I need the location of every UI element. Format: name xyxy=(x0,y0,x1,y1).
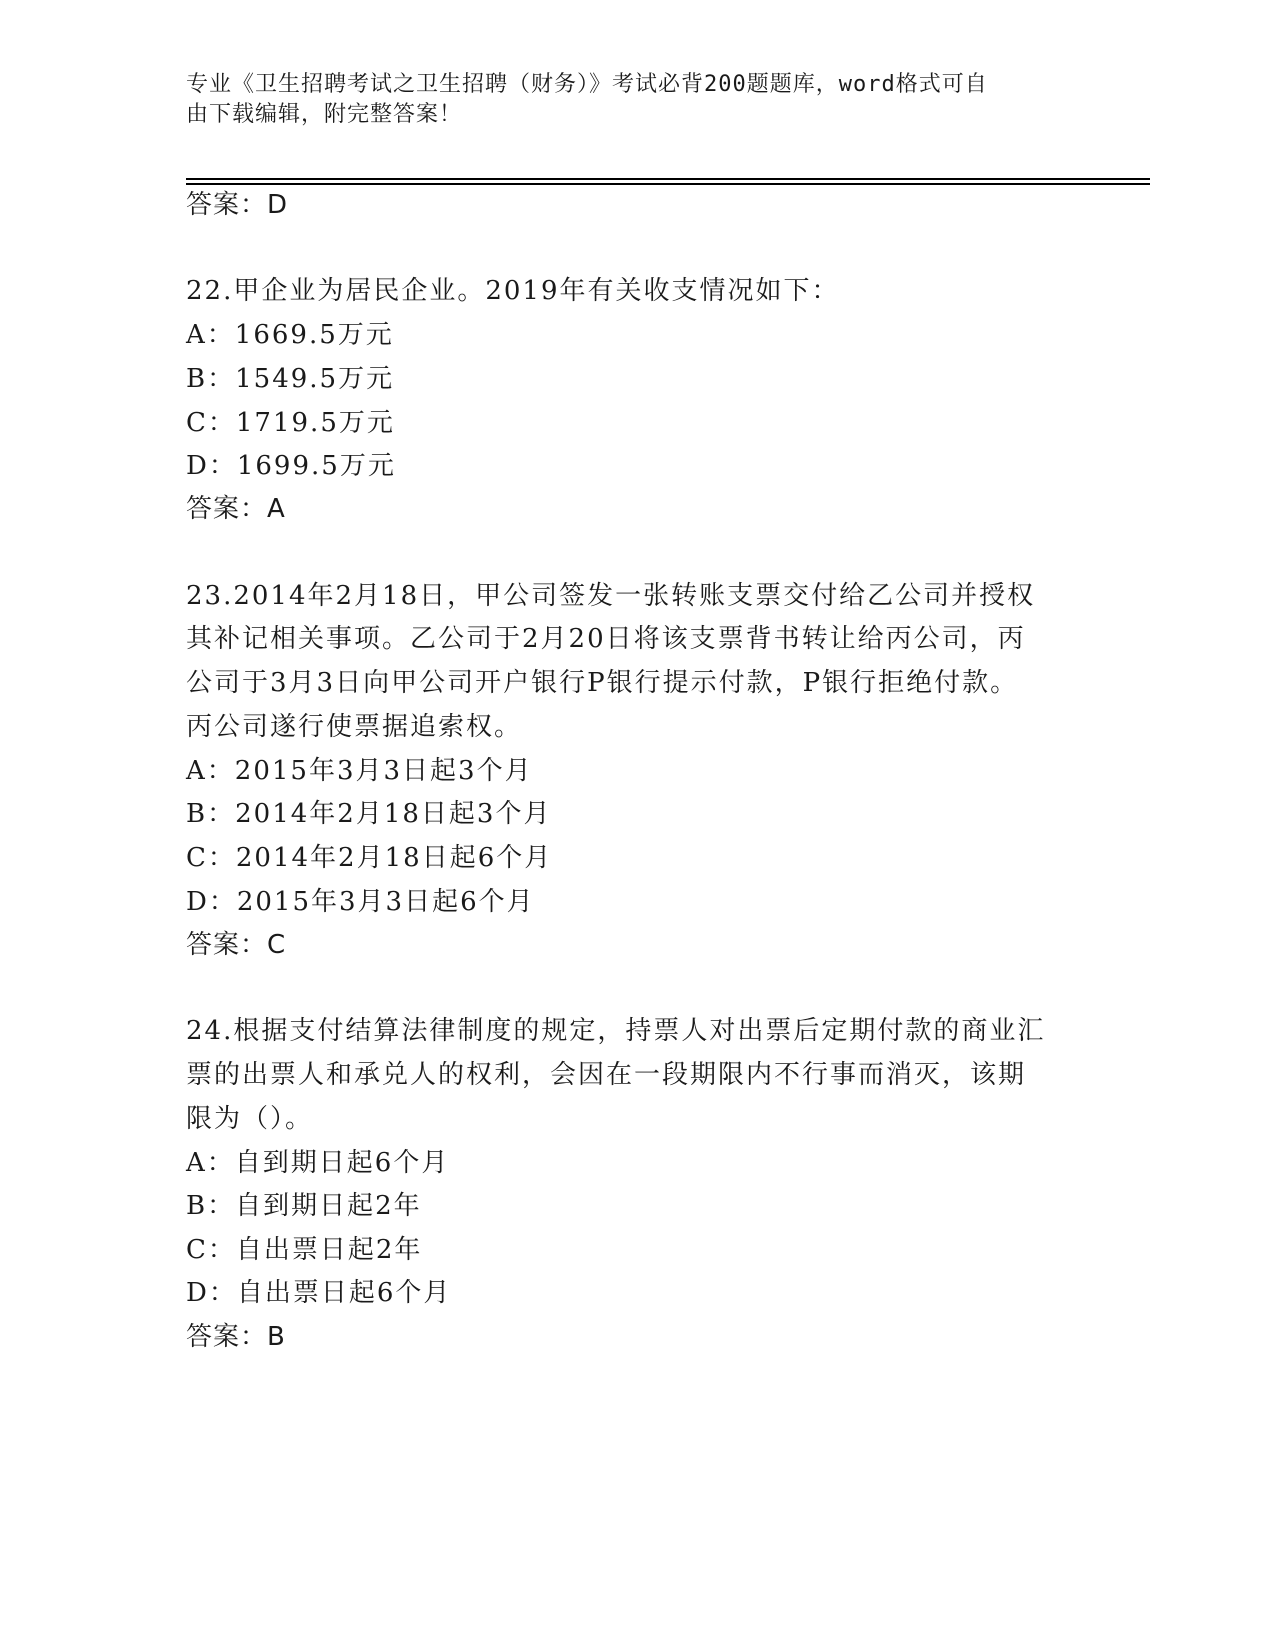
q22-answer: 答案：A xyxy=(186,494,286,524)
header-line-2: 由下载编辑，附完整答案！ xyxy=(186,102,463,127)
q22-stem: 22.甲企业为居民企业。2019年有关收支情况如下： xyxy=(186,276,840,306)
q24-answer: 答案：B xyxy=(186,1322,286,1352)
q23-option-c: C：2014年2月18日起6个月 xyxy=(186,843,553,873)
q24-stem-line-1: 24.根据支付结算法律制度的规定，持票人对出票后定期付款的商业汇 xyxy=(186,1016,1046,1046)
q22-option-b: B：1549.5万元 xyxy=(186,364,395,394)
q23-answer: 答案：C xyxy=(186,930,287,960)
q24-option-b: B：自到期日起2年 xyxy=(186,1191,422,1221)
q24-stem-line-2: 票的出票人和承兑人的权利，会因在一段期限内不行事而消灭，该期 xyxy=(186,1060,1027,1090)
q23-stem-line-2: 其补记相关事项。乙公司于2月20日将该支票背书转让给丙公司，丙 xyxy=(186,624,1026,654)
q22-option-d: D：1699.5万元 xyxy=(186,451,396,481)
header-divider-top xyxy=(186,178,1150,180)
answer-prev: 答案：D xyxy=(186,190,289,220)
document-header xyxy=(186,70,1076,130)
q24-option-a: A：自到期日起6个月 xyxy=(186,1148,450,1178)
q24-option-c: C：自出票日起2年 xyxy=(186,1235,423,1265)
q23-option-b: B：2014年2月18日起3个月 xyxy=(186,799,552,829)
q23-stem-line-3: 公司于3月3日向甲公司开户银行P银行提示付款，P银行拒绝付款。 xyxy=(186,668,1019,698)
q23-option-d: D：2015年3月3日起6个月 xyxy=(186,887,535,917)
q23-option-a: A：2015年3月3日起3个月 xyxy=(186,756,533,786)
q23-stem-line-1: 23.2014年2月18日，甲公司签发一张转账支票交付给乙公司并授权 xyxy=(186,581,1036,611)
q22-option-c: C：1719.5万元 xyxy=(186,408,395,438)
q24-option-d: D：自出票日起6个月 xyxy=(186,1278,452,1308)
q22-option-a: A：1669.5万元 xyxy=(186,320,394,350)
header-line-1: 专业《卫生招聘考试之卫生招聘（财务）》考试必背200题题库，word格式可自 xyxy=(186,72,988,97)
q24-stem-line-3: 限为（）。 xyxy=(186,1104,314,1134)
q23-stem-line-4: 丙公司遂行使票据追索权。 xyxy=(186,712,523,742)
header-divider-bottom xyxy=(186,183,1150,185)
